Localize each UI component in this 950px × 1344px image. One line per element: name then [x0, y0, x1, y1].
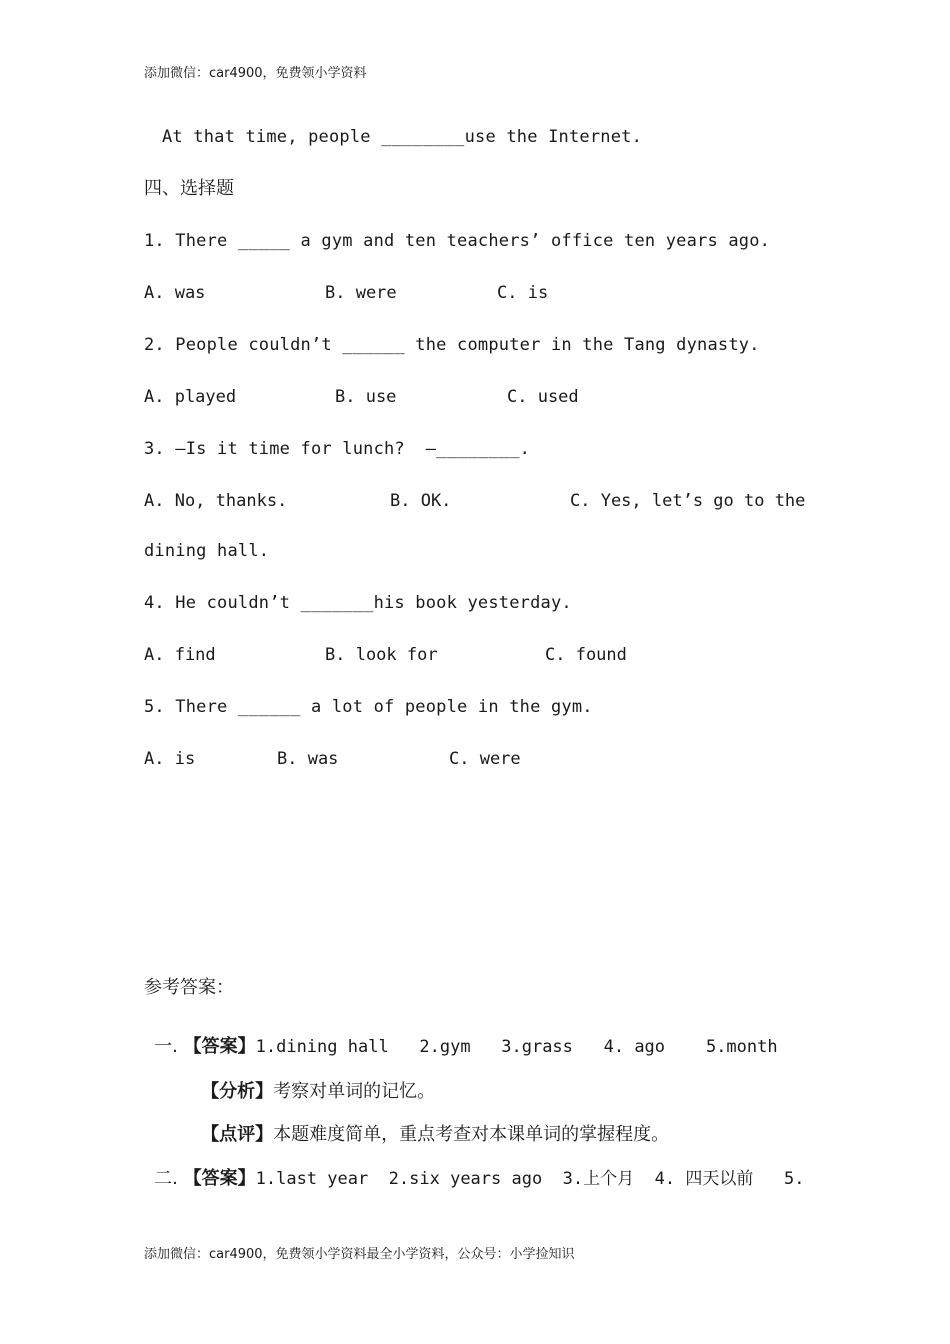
question-3-option-b: B. OK.: [390, 491, 452, 511]
answers-title: 参考答案：: [144, 977, 234, 998]
answer-part-1-tag: 【答案】: [183, 1036, 256, 1057]
question-5-option-a: A. is: [144, 749, 196, 769]
question-5-option-b: B. was: [277, 749, 339, 769]
question-2-option-a: A. played: [144, 387, 237, 407]
answer-part-2-prefix: 二.: [154, 1168, 184, 1189]
question-4-option-b: B. look for: [325, 645, 438, 665]
answer-part-2-tag: 【答案】: [183, 1168, 256, 1189]
question-3-option-c-continuation: dining hall.: [144, 541, 270, 561]
question-2-option-b: B. use: [335, 387, 397, 407]
question-1-option-b: B. were: [325, 283, 397, 303]
analysis-text: 考察对单词的记忆。: [273, 1081, 436, 1102]
header-note: 添加微信：car4900，免费领小学资料: [144, 66, 367, 81]
analysis-tag: 【分析】: [201, 1081, 274, 1102]
question-2-option-c: C. used: [507, 387, 579, 407]
question-4-option-c: C. found: [545, 645, 627, 665]
question-3-option-a: A. No, thanks.: [144, 491, 288, 511]
question-4-option-a: A. find: [144, 645, 216, 665]
answer-part-2-text: 1.last year 2.six years ago 3.上个月 4. 四天以前 5.: [255, 1169, 805, 1189]
question-3-stem: 3. —Is it time for lunch? —________.: [144, 439, 531, 459]
answer-part-1-prefix: 一.: [154, 1036, 184, 1057]
question-3-option-c: C. Yes, let’s go to the: [570, 491, 806, 511]
question-1-option-c: C. is: [497, 283, 549, 303]
answer-part-1-text: 1.dining hall 2.gym 3.grass 4. ago 5.month: [255, 1037, 778, 1057]
question-1-option-a: A. was: [144, 283, 206, 303]
answer-part-2: [144, 1154, 805, 1188]
footer-note: 添加微信：car4900，免费领小学资料最全小学资料，公众号：小学捡知识: [144, 1247, 575, 1262]
question-5-option-c: C. were: [449, 749, 521, 769]
question-2-stem: 2. People couldn’t ______ the computer in the Tang dynasty.: [144, 335, 760, 355]
question-4-stem: 4. He couldn’t _______his book yesterday.: [144, 593, 572, 613]
section-title: 四、选择题: [144, 178, 234, 199]
question-1-stem: 1. There _____ a gym and ten teachers’ office ten years ago.: [144, 231, 771, 251]
answer-part-1-comment: [191, 1110, 669, 1144]
comment-tag: 【点评】: [201, 1124, 274, 1145]
answer-part-1: [144, 1022, 778, 1056]
answer-part-1-analysis: [191, 1067, 435, 1101]
intro-question: At that time, people ________use the Internet.: [162, 127, 643, 147]
question-5-stem: 5. There ______ a lot of people in the gym.: [144, 697, 593, 717]
comment-text: 本题难度简单，重点考查对本课单词的掌握程度。: [273, 1124, 670, 1145]
